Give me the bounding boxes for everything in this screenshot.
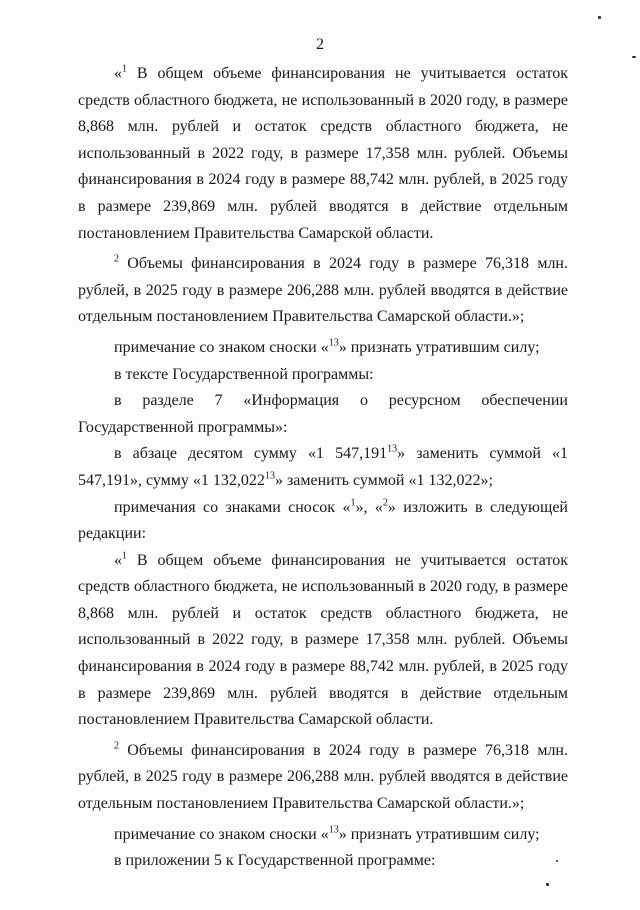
text-run: » изложить в следующей редакции: <box>78 498 568 543</box>
text-run: В общем объеме финансирования не учитывается остаток средств областного бюджета, не использованный в 2020 году, в размере 8,868 млн. рублей и остаток средств областного бюджета, не использованный в 2022 году, в размере 17,358 млн. рублей. Объемы финансирования в 2024 году в размере 88,742 млн. рублей, в 2025 году в размере 239,869 млн. рублей вводятся в действие отдельным постановлением Правительства Самарской области. <box>78 551 568 729</box>
paragraph <box>78 335 568 362</box>
text-run: Объемы финансирования в 2024 году в размере 76,318 млн. рублей, в 2025 году в размере 206,288 млн. рублей вводятся в действие отдельным постановлением Правительства Самарской области.»; <box>78 741 568 813</box>
paragraph <box>78 848 568 875</box>
text-run: », « <box>355 498 383 516</box>
paragraph <box>78 822 568 849</box>
footnote-mark: 13 <box>328 337 339 349</box>
scan-speck <box>546 883 549 886</box>
footnote-mark: 13 <box>328 824 339 836</box>
footnote-mark: 13 <box>264 470 275 482</box>
scan-speck <box>632 56 636 58</box>
paragraph <box>78 61 568 247</box>
text-run: в абзаце десятом сумму «1 547,191 <box>114 445 388 463</box>
text-run: в приложении 5 к Государственной программе: <box>114 852 436 870</box>
footnote-mark: 2 <box>382 497 388 509</box>
paragraph <box>78 548 568 734</box>
text-run: примечание со знаком сноски « <box>114 338 329 356</box>
footnote-mark: 2 <box>114 253 119 265</box>
scan-speck <box>598 16 601 19</box>
text-run: примечания со знаками сносок « <box>114 498 351 516</box>
footnote-mark: 1 <box>350 497 356 509</box>
text-run: « <box>114 551 122 569</box>
footnote-mark: 2 <box>114 740 119 752</box>
scan-speck <box>556 860 558 862</box>
text-run: « <box>114 65 122 82</box>
text-run: В общем объеме финансирования не учитывается остаток средств областного бюджета, не использованный в 2020 году, в размере 8,868 млн. рублей и остаток средств областного бюджета, не использованный в 2022 году, в размере 17,358 млн. рублей. Объемы финансирования в 2024 году в размере 88,742 млн. рублей, в 2025 году в размере 239,869 млн. рублей вводятся в действие отдельным постановлением Правительства Самарской области. <box>78 65 568 242</box>
text-run: » заменить суммой «1 547,191», сумму «1 132,022 <box>78 445 568 489</box>
text-run: » признать утратившим силу; <box>338 825 540 843</box>
text-run: в тексте Государственной программы: <box>114 365 374 383</box>
document-body <box>78 61 568 875</box>
paragraph <box>78 251 568 331</box>
footnote-mark: 13 <box>387 443 398 455</box>
footnote-mark: 1 <box>122 63 127 75</box>
text-run: в разделе 7 «Информация о ресурсном обеспечении Государственной программы»: <box>78 392 568 436</box>
paragraph <box>78 388 568 441</box>
text-run: Объемы финансирования в 2024 году в размере 76,318 млн. рублей, в 2025 году в размере 206,288 млн. рублей вводятся в действие отдельным постановлением Правительства Самарской области.»; <box>78 255 568 326</box>
paragraph <box>78 441 568 494</box>
paragraph <box>78 362 568 389</box>
page-number: 2 <box>316 36 324 53</box>
text-run: примечание со знаком сноски « <box>114 825 329 843</box>
paragraph <box>78 495 568 548</box>
text-run: » признать утратившим силу; <box>338 338 540 356</box>
paragraph <box>78 738 568 818</box>
footnote-mark: 1 <box>122 550 127 562</box>
text-run: » заменить суммой «1 132,022»; <box>274 471 493 489</box>
